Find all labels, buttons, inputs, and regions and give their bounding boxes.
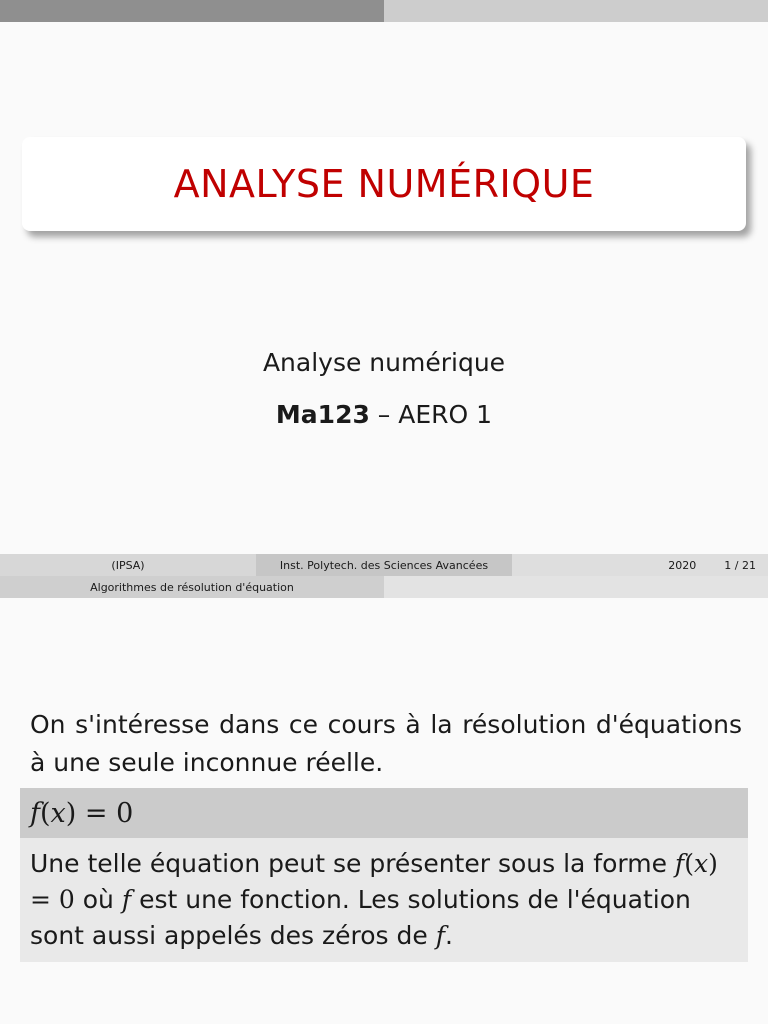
block-body-text-1: Une telle équation peut se présenter sous la forme — [30, 849, 675, 878]
footer-institute-cell — [256, 554, 512, 576]
presentation-title: ANALYSE NUMÉRIQUE — [173, 162, 595, 206]
course-separator: – — [369, 400, 399, 429]
block-body-text-4: . — [444, 921, 453, 950]
footer-institute: Inst. Polytech. des Sciences Avancées — [279, 558, 489, 572]
footer-page-number: 1 / 21 — [724, 558, 756, 572]
footer-info-cell — [512, 554, 768, 576]
block-equation-inline: f(x) = 0 — [30, 849, 718, 914]
top-bar-right-segment — [384, 0, 768, 22]
footer-author: (IPSA) — [111, 558, 145, 572]
content-slide — [0, 576, 768, 1024]
section-bar-left-segment — [0, 576, 384, 598]
course-line — [0, 400, 768, 429]
section-title[interactable]: Algorithmes de résolution d'équation — [90, 580, 294, 594]
equation-header: f(x) = 0 — [30, 797, 134, 829]
top-navigation-bar — [0, 0, 768, 22]
course-code: Ma123 — [275, 400, 370, 429]
block-body — [20, 838, 748, 962]
block-title — [20, 788, 748, 838]
presentation-subtitle: Analyse numérique — [262, 348, 506, 377]
block-function-f: f — [121, 885, 132, 914]
slide-footer — [0, 554, 768, 576]
block-body-text-2: où — [74, 885, 122, 914]
footer-author-cell — [0, 554, 256, 576]
course-group: AERO 1 — [398, 400, 493, 429]
section-bar-right-segment — [384, 576, 768, 598]
intro-paragraph: On s'intéresse dans ce cours à la résolution d'équations à une seule inconnue réelle. — [30, 710, 742, 777]
block-body-text-3: est une fonction. Les solutions de l'équation sont aussi appelés des zéros de — [30, 885, 691, 950]
section-navigation-bar — [0, 576, 768, 598]
title-box — [22, 137, 746, 231]
top-bar-left-segment — [0, 0, 384, 22]
block-function-f-zeros: f — [435, 921, 445, 950]
footer-year: 2020 — [668, 558, 697, 572]
